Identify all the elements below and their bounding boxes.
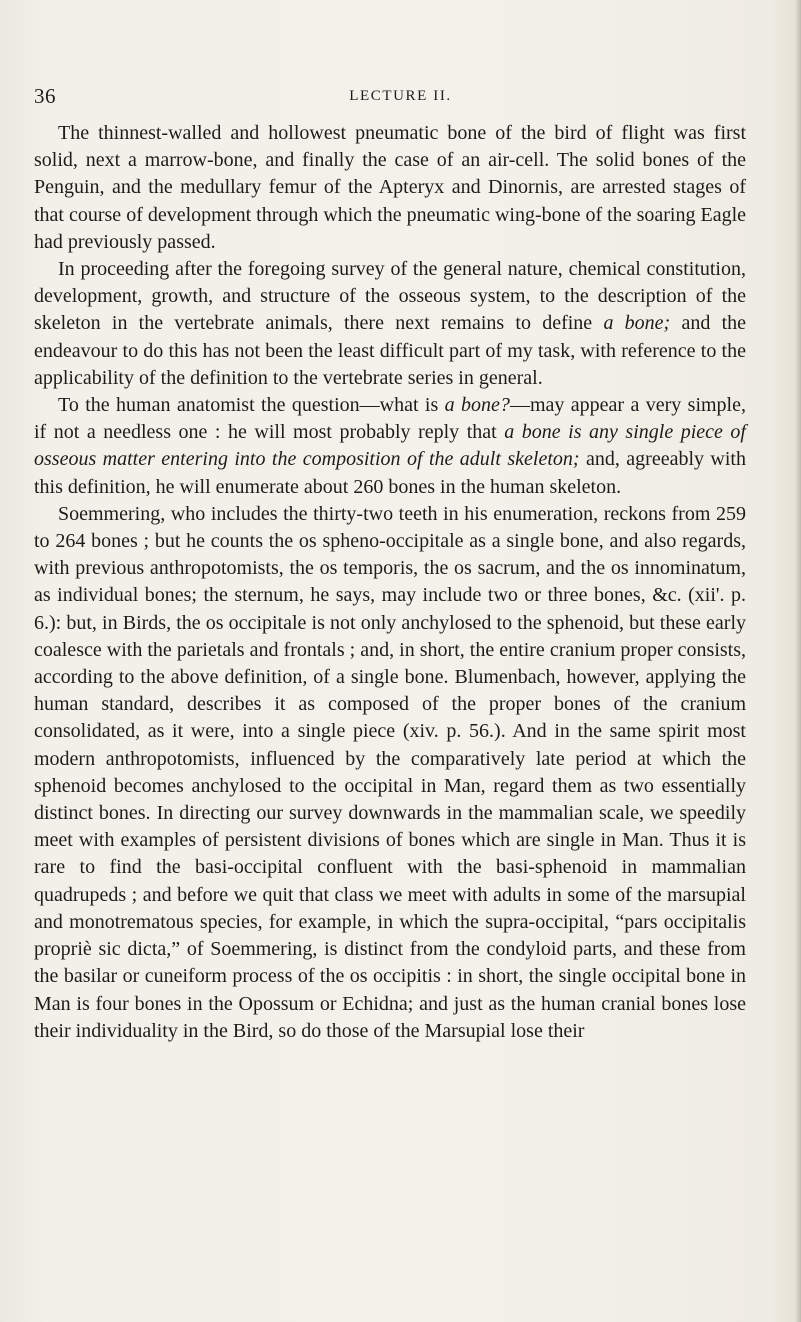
paragraph-soemmering: Soemmering, who includes the thirty-two teeth in his enumeration, reckons from 259 to 264 bones ; but he counts the os spheno-occipitale as a single bone, and also regards, with previous anthropotomists, the os temporis, the os sacrum, and the os innominatum, as individual bones; the sternum, he says, may include two or three bones, &c. (xii'. p. 6.): but, in Birds, the os occipitale is not only anchylosed to the sphenoid, but these early coalesce with the parietals and frontals ; and, in short, the entire cranium proper consists, according to the above definition, of a single bone. Blumenbach, however, applying the human standard, describes it as composed of the proper bones of the cranium consolidated, as it were, into a single piece (xiv. p. 56.). And in the same spirit most modern anthropotomists, influenced by the comparatively late period at which the sphenoid becomes anchylosed to the occipital in Man, regard them as two essentially distinct bones. In directing our survey downwards in the mammalian scale, we speedily meet with examples of persistent divisions of bones which are single in Man. Thus it is rare to find the basi-occipital confluent with the basi-sphenoid in mammalian quadrupeds ; and before we quit that class we meet with adults in some of the marsupial and monotrematous species, for example, in which the supra-occipital, “pars occipitalis propriè sic dicta,” of Soemmering, is distinct from the condyloid parts, and these from the basilar or cuneiform process of the os occipitis : in short, the single occipital bone in Man is four bones in the Opossum or Echidna; and just as the human cranial bones lose their individuality in the Bird, so do those of the Marsupial lose their xyxy=(34,502,746,1042)
definition-text: a bone is any single piece of osseous matter entering into the composition of the adult skeleton; xyxy=(34,421,746,471)
body-text xyxy=(34,120,746,1045)
paragraph-human-anatomist xyxy=(34,392,746,501)
page-edge-shadow xyxy=(795,0,801,1322)
emphasis-text: a bone? xyxy=(444,394,510,417)
paragraph-text: and the endeavour to do this has not been the least difficult part of my task, with reference to the applicability of the definition to the vertebrate series in general. xyxy=(34,312,747,389)
running-head: LECTURE II. xyxy=(349,88,452,104)
paragraph-text: —may appear a very simple, if not a needless one : he will most probably reply that xyxy=(34,394,746,444)
page-number: 36 xyxy=(34,84,56,108)
paragraph-text: To the human anatomist the question—what is xyxy=(58,394,445,417)
paragraph-pneumatic-bone: The thinnest-walled and hollowest pneumatic bone of the bird of flight was first solid, next a marrow-bone, and finally the case of an air-cell. The solid bones of the Penguin, and the medullary femur of the Apteryx and Dinornis, are arrested stages of that course of development through which the pneumatic wing-bone of the soaring Eagle had previously passed. xyxy=(34,122,747,253)
paragraph-text: In proceeding after the foregoing survey of the general nature, chemical constitution, development, growth, and structure of the osseous system, to the description of the skeleton in the vertebrate animals, there next remains to define xyxy=(34,258,746,335)
paragraph-text: and, agreeably with this definition, he will enumerate about 260 bones in the human skeleton. xyxy=(34,448,746,498)
paragraph-define-bone xyxy=(34,256,746,392)
emphasis-text: a bone; xyxy=(603,312,671,335)
